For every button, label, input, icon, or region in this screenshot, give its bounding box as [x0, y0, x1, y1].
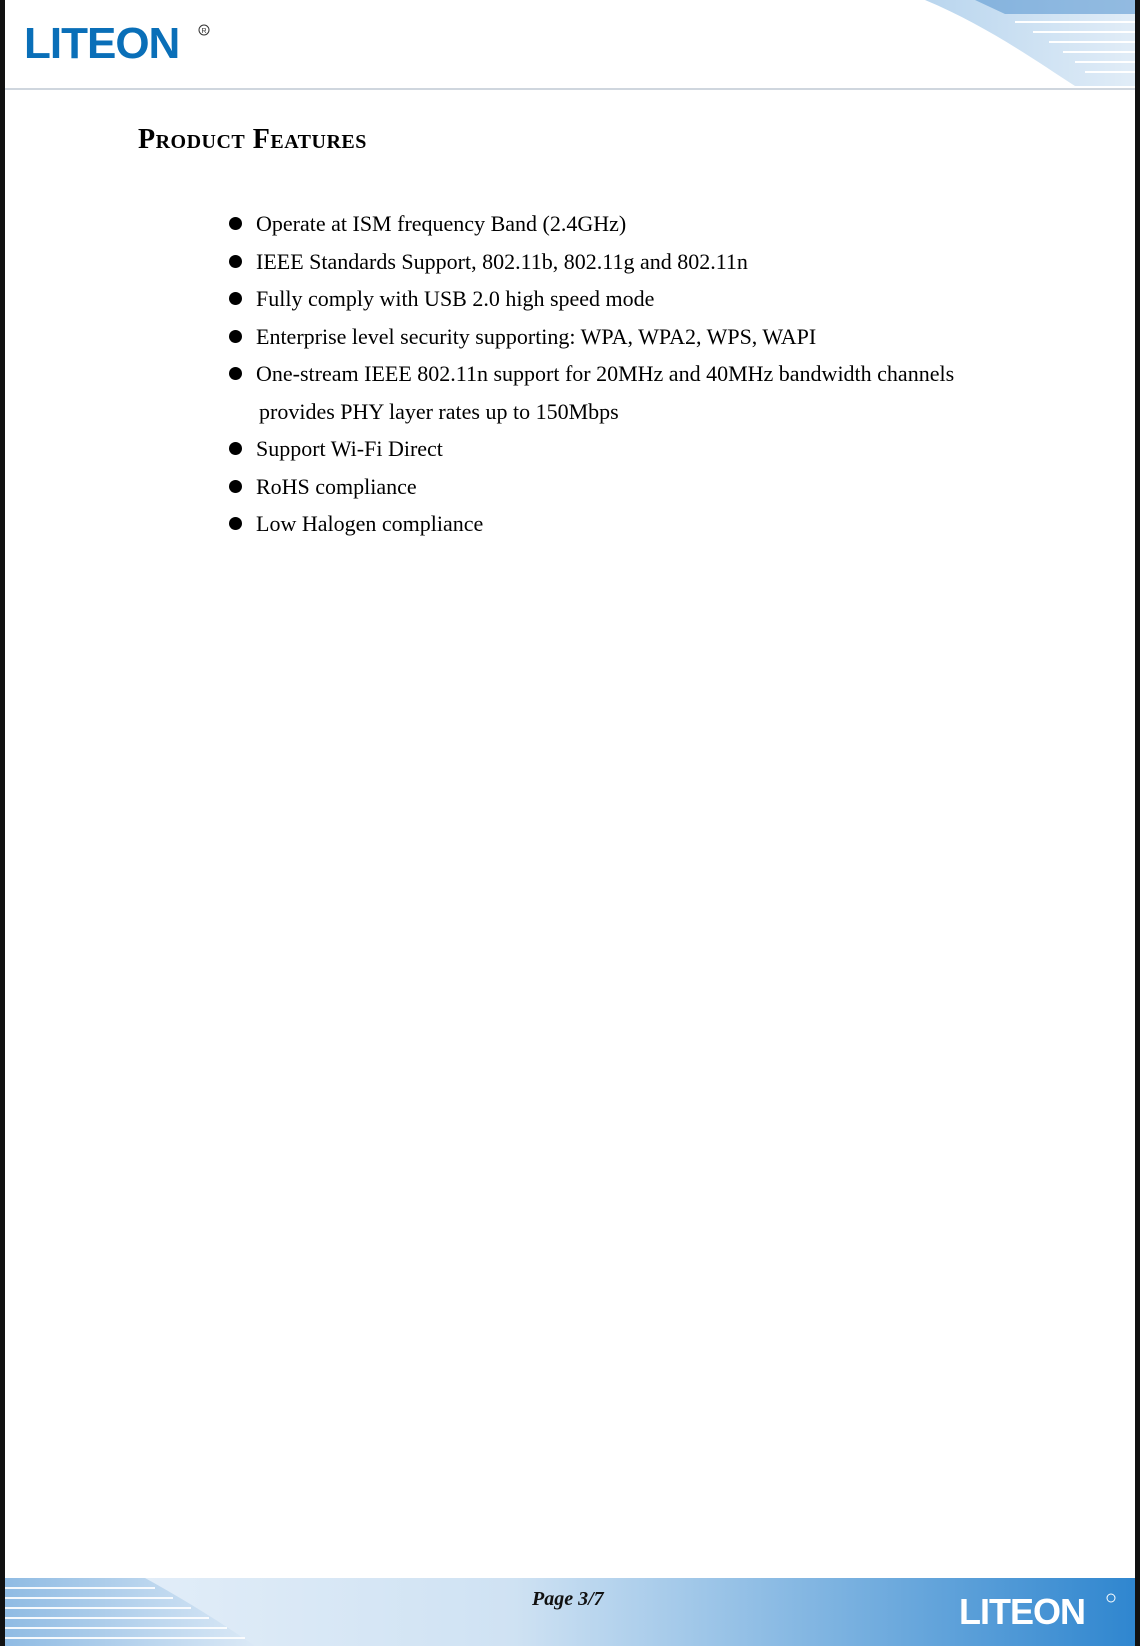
feature-text: Low Halogen compliance — [256, 511, 484, 536]
list-item — [226, 318, 1046, 356]
bullet-dot-icon — [229, 367, 242, 380]
section-title: Product Features — [138, 124, 367, 155]
feature-text: Fully comply with USB 2.0 high speed mode — [256, 286, 655, 311]
feature-text: Enterprise level security supporting: WPA, WPA2, WPS, WAPI — [256, 323, 817, 349]
feature-text: One-stream IEEE 802.11n support for 20MHz and 40MHz bandwidth channels — [256, 361, 955, 386]
liteon-logo-bottom — [959, 1590, 1119, 1630]
feature-text-continuation: provides PHY layer rates up to 150Mbps — [259, 398, 619, 424]
svg-text:R: R — [201, 28, 207, 35]
feature-list — [226, 205, 1046, 543]
header-stripe-decoration — [915, 0, 1135, 88]
liteon-logo-top — [24, 18, 214, 68]
registered-mark-icon — [1107, 1594, 1115, 1602]
list-item — [226, 205, 1046, 243]
list-item — [226, 243, 1046, 281]
bullet-dot-icon — [229, 292, 242, 305]
bullet-dot-icon — [229, 442, 242, 455]
list-item — [226, 430, 1046, 468]
list-item — [226, 355, 1046, 430]
feature-text: Operate at ISM frequency Band (2.4GHz) — [256, 211, 627, 236]
feature-text: RoHS compliance — [256, 473, 417, 499]
list-item — [226, 468, 1046, 506]
feature-text: Support Wi-Fi Direct — [256, 436, 443, 461]
bullet-dot-icon — [229, 217, 242, 230]
list-item — [226, 505, 1046, 543]
bullet-dot-icon — [229, 255, 242, 268]
feature-text: IEEE Standards Support, 802.11b, 802.11g and 802.11n — [256, 248, 748, 274]
list-item — [226, 280, 1046, 318]
page-number: Page 3/7 — [532, 1588, 604, 1610]
bullet-dot-icon — [229, 330, 242, 343]
header-divider — [5, 88, 1135, 90]
bullet-dot-icon — [229, 480, 242, 493]
page-header — [0, 0, 1140, 92]
bullet-dot-icon — [229, 517, 242, 530]
page-footer — [5, 1570, 1135, 1646]
svg-text:LITEON: LITEON — [24, 19, 180, 68]
svg-text:LITEON: LITEON — [959, 1591, 1085, 1630]
